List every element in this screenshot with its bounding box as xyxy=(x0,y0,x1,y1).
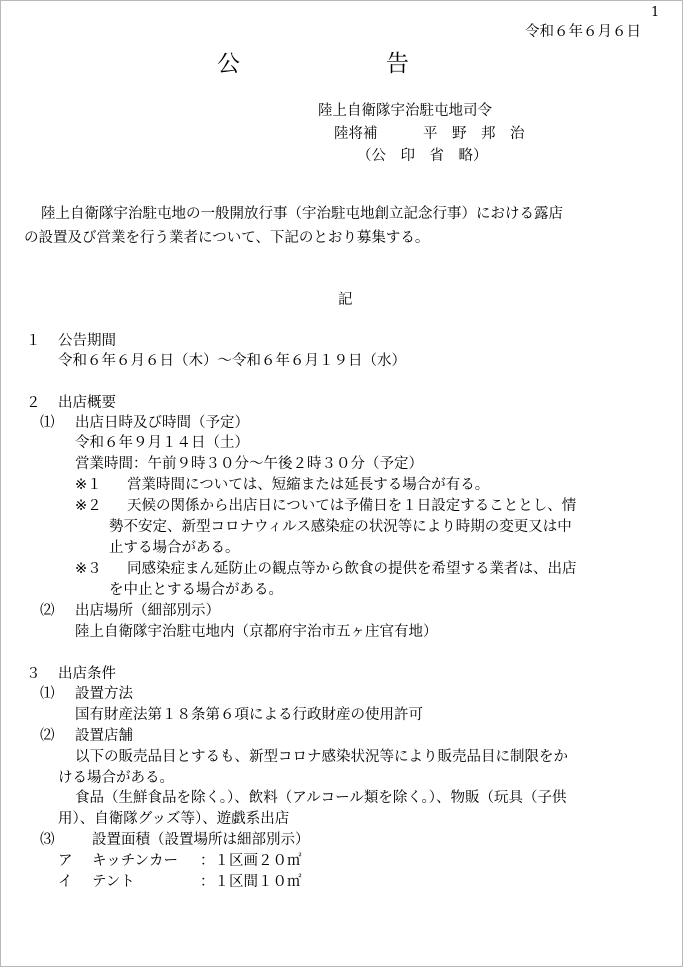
intro-line-1: 陸上自衛隊宇治駐屯地の一般開放行事（宇治駐屯地創立記念行事）における露店 xyxy=(41,206,563,222)
section-2-1-number: ⑴ xyxy=(40,415,55,431)
note-3-line-1: 同感染症まん延防止の観点等から飲食の提供を希望する業者は、出店 xyxy=(127,561,577,577)
section-2-1-heading: 出店日時及び時間（予定） xyxy=(75,415,249,431)
section-3-3-heading: 設置面積（設置場所は細部別示） xyxy=(92,832,310,848)
note-1-mark: ※１ xyxy=(75,477,102,493)
title-right-char: 告 xyxy=(386,51,409,77)
note-3-mark: ※３ xyxy=(75,561,102,577)
section-3-2-number: ⑵ xyxy=(40,728,55,744)
area-item-i-value: ：１区間１０㎡ xyxy=(200,874,302,890)
event-date: 令和６年９月１４日（土） xyxy=(75,435,249,451)
note-1-text: 営業時間については、短縮または延長する場合が有る。 xyxy=(127,477,490,493)
area-item-i-name: テント xyxy=(92,874,135,890)
intro-line-2: の設置及び営業を行う業者について、下記のとおり募集する。 xyxy=(24,230,430,246)
note-3-line-2: を中止とする場合がある。 xyxy=(109,582,283,598)
store-items-line-3: 食品（生鮮食品を除く。）、飲料（アルコール類を除く。）、物販（玩具（子供 xyxy=(75,790,567,806)
section-1-number: １ xyxy=(26,333,41,349)
issuer-org: 陸上自衛隊宇治駐屯地司令 xyxy=(318,103,492,119)
business-hours: 営業時間：午前９時３０分～午後２時３０分（予定） xyxy=(75,456,423,472)
installation-method: 国有財産法第１８条第６項による行政財産の使用許可 xyxy=(75,707,423,723)
page-number: 1 xyxy=(651,5,660,20)
store-items-line-4: 用）、自衛隊グッズ等）、遊戯系出店 xyxy=(58,811,290,827)
notice-period: 令和６年６月６日（木）～令和６年６月１９日（水） xyxy=(58,353,406,369)
area-item-a-value: ：１区画２０㎡ xyxy=(200,853,302,869)
issuer-rank: 陸将補 xyxy=(334,126,378,142)
store-items-line-2: ける場合がある。 xyxy=(58,770,174,786)
area-item-a-name: キッチンカー xyxy=(92,853,178,869)
title-left-char: 公 xyxy=(217,51,240,77)
area-item-i-mark: イ xyxy=(58,874,73,890)
note-2-line-2: 勢不安定、新型コロナウィルス感染症の状況等により時期の変更又は中 xyxy=(109,519,572,535)
section-3-number: ３ xyxy=(26,666,41,682)
section-3-1-number: ⑴ xyxy=(40,686,55,702)
note-2-mark: ※２ xyxy=(75,498,102,514)
store-location: 陸上自衛隊宇治駐屯地内（京都府宇治市五ヶ庄官有地） xyxy=(75,624,438,640)
note-2-line-1: 天候の関係から出店日については予備日を１日設定することとし、情 xyxy=(127,498,577,514)
section-1-heading: 公告期間 xyxy=(58,333,116,349)
area-item-a-mark: ア xyxy=(58,853,73,869)
section-3-3-number: ⑶ xyxy=(40,832,55,848)
section-2-number: ２ xyxy=(26,395,41,411)
section-2-heading: 出店概要 xyxy=(58,395,116,411)
seal-note: （公 印 省 略） xyxy=(357,148,488,164)
section-3-2-heading: 設置店舗 xyxy=(75,728,133,744)
note-2-line-3: 止する場合がある。 xyxy=(109,540,240,556)
section-2-2-heading: 出店場所（細部別示） xyxy=(75,603,220,619)
notice-date: 令和６年６月６日 xyxy=(525,24,641,40)
section-3-1-heading: 設置方法 xyxy=(75,686,133,702)
section-3-heading: 出店条件 xyxy=(58,666,116,682)
ki-heading: 記 xyxy=(338,292,353,308)
section-2-2-number: ⑵ xyxy=(40,603,55,619)
issuer-name: 平 野 邦 治 xyxy=(423,126,525,142)
store-items-line-1: 以下の販売品目とするも、新型コロナ感染状況等により販売品目に制限をか xyxy=(75,749,568,765)
